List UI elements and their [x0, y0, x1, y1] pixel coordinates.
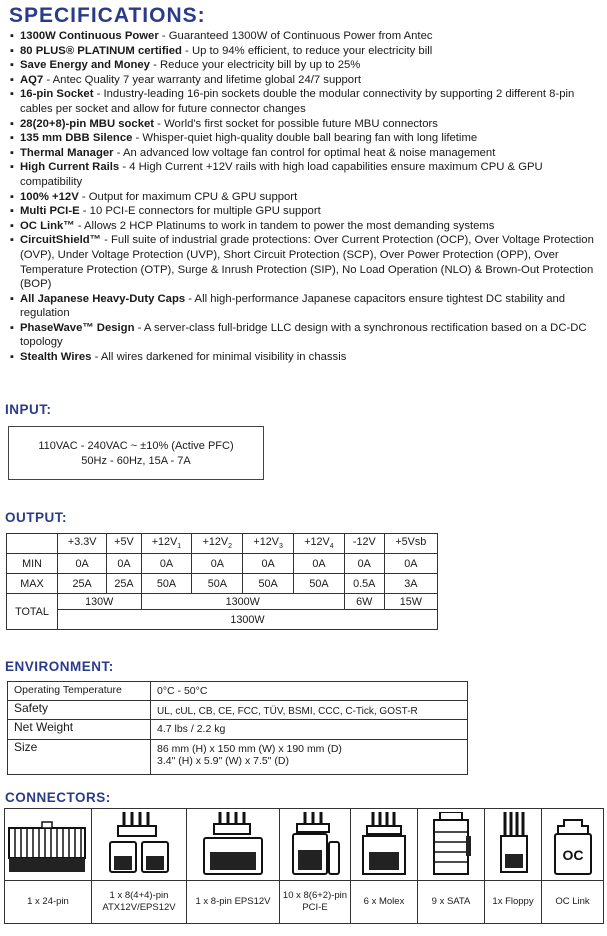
- table-cell: 0A: [141, 554, 192, 574]
- list-item: ▪ 16-pin Socket - Industry-leading 16-pin sockets double the modular connectivity by supporting 2 different 8-pin cables per socket and allow for future connector changes: [10, 87, 602, 116]
- table-cell: 25A: [58, 574, 107, 594]
- oc-link-icon: [550, 812, 596, 878]
- connector-label: 1 x 24-pin: [5, 881, 92, 924]
- grand-total: 1300W: [58, 610, 438, 630]
- env-value: 86 mm (H) x 150 mm (W) x 190 mm (D) 3.4" (H) x 5.9" (W) x 7.5" (D): [151, 740, 468, 775]
- rail-header: +3.3V: [58, 534, 107, 554]
- table-row: [7, 554, 438, 574]
- env-value: UL, cUL, CB, CE, FCC, TÜV, BSMI, CCC, C-Tick, GOST-R: [151, 701, 468, 720]
- atx12v-4plus4-icon: [104, 812, 174, 878]
- table-cell: 0A: [58, 554, 107, 574]
- oc-link-text: OC: [562, 846, 583, 863]
- eps12v-8pin-icon: [198, 812, 268, 878]
- table-row: [8, 701, 468, 720]
- connector-cell: [542, 809, 604, 881]
- list-item: ▪ Stealth Wires - All wires darkened for minimal visibility in chassis: [10, 350, 602, 365]
- table-cell: 0.5A: [344, 574, 384, 594]
- connector-cell: [280, 809, 351, 881]
- list-item: ▪ OC Link™ - Allows 2 HCP Platinums to work in tandem to power the most demanding systems: [10, 219, 602, 234]
- table-cell: [7, 534, 58, 554]
- output-table: [6, 533, 438, 630]
- table-row: [8, 720, 468, 740]
- sata-icon: [426, 812, 476, 878]
- rail-header: +5V: [107, 534, 141, 554]
- molex-icon: [357, 812, 411, 878]
- list-item: ▪ Save Energy and Money - Reduce your electricity bill by up to 25%: [10, 58, 602, 73]
- table-row: [8, 740, 468, 775]
- connectors-table: [4, 808, 604, 924]
- rail-header: $+12V_3$: [243, 534, 294, 554]
- connector-cell: [187, 809, 280, 881]
- output-heading: OUTPUT:: [5, 510, 67, 525]
- floppy-icon: [493, 812, 533, 878]
- table-cell: 0A: [294, 554, 345, 574]
- table-row: [5, 809, 604, 881]
- env-key: Safety: [8, 701, 151, 720]
- rail-header: $+12V_4$: [294, 534, 345, 554]
- list-item: ▪ All Japanese Heavy-Duty Caps - All high-performance Japanese capacitors ensure tightest DC stability and regulation: [10, 292, 602, 321]
- list-item: ▪ PhaseWave™ Design - A server-class full-bridge LLC design with a synchronous rectification based on a DC-DC topology: [10, 321, 602, 350]
- total-label: TOTAL: [7, 594, 58, 630]
- connector-label: OC Link: [542, 881, 604, 924]
- input-heading: INPUT:: [5, 402, 52, 417]
- connector-cell: [5, 809, 92, 881]
- connector-cell: [351, 809, 418, 881]
- list-item: ▪ 28(20+8)-pin MBU socket - World's first socket for possible future MBU connectors: [10, 117, 602, 132]
- connector-label: 9 x SATA: [418, 881, 485, 924]
- page-title: SPECIFICATIONS:: [9, 4, 206, 27]
- table-row: [7, 594, 438, 610]
- rail-header: +5Vsb: [384, 534, 437, 554]
- connector-label: 6 x Molex: [351, 881, 418, 924]
- rail-header: $+12V_2$: [192, 534, 243, 554]
- connector-label: 1x Floppy: [485, 881, 542, 924]
- table-cell: 25A: [107, 574, 141, 594]
- list-item: ▪ High Current Rails - 4 High Current +12V rails with high load capabilities ensure maximum CPU & GPU compatibility: [10, 160, 602, 189]
- list-item: ▪ 80 PLUS® PLATINUM certified - Up to 94% efficient, to reduce your electricity bill: [10, 44, 602, 59]
- env-value: 0°C - 50°C: [151, 682, 468, 701]
- table-cell: 0A: [384, 554, 437, 574]
- table-cell: 130W: [58, 594, 142, 610]
- input-voltage: 110VAC - 240VAC ~ ±10% (Active PFC): [38, 440, 234, 452]
- connector-cell: [92, 809, 187, 881]
- atx-24pin-icon: [6, 814, 90, 876]
- rail-header: $+12V_1$: [141, 534, 192, 554]
- input-frequency: 50Hz - 60Hz, 15A - 7A: [81, 455, 191, 467]
- list-item: ▪ Multi PCI-E - 10 PCI-E connectors for multiple GPU support: [10, 204, 602, 219]
- table-row: [7, 534, 438, 554]
- list-item: ▪ 135 mm DBB Silence - Whisper-quiet high-quality double ball bearing fan with long lifetime: [10, 131, 602, 146]
- env-value: 4.7 lbs / 2.2 kg: [151, 720, 468, 740]
- table-row: [8, 682, 468, 701]
- connector-label: 1 x 8-pin EPS12V: [187, 881, 280, 924]
- list-item: ▪ Thermal Manager - An advanced low voltage fan control for optimal heat & noise management: [10, 146, 602, 161]
- table-row: [7, 574, 438, 594]
- list-item: ▪ CircuitShield™ - Full suite of industrial grade protections: Over Current Protection (OCP), Over Voltage Protection (OVP), Under Voltage Protection (UVP), Short Circuit Protection (SCP), Over Power Protection (OPP), Over Temperature Protection (OTP), Surge & Inrush Protection (SIP), No Load Operation (NLO) & Brown-Out Protection (BOP): [10, 233, 602, 291]
- rail-header: -12V: [344, 534, 384, 554]
- table-cell: 15W: [384, 594, 437, 610]
- connector-cell: [485, 809, 542, 881]
- environment-table: [7, 681, 468, 775]
- table-cell: 50A: [141, 574, 192, 594]
- table-cell: 0A: [243, 554, 294, 574]
- table-cell: 50A: [243, 574, 294, 594]
- table-cell: 1300W: [141, 594, 344, 610]
- list-item: ▪ 1300W Continuous Power - Guaranteed 1300W of Continuous Power from Antec: [10, 29, 602, 44]
- table-row: [5, 881, 604, 924]
- list-item: ▪ AQ7 - Antec Quality 7 year warranty and lifetime global 24/7 support: [10, 73, 602, 88]
- environment-heading: ENVIRONMENT:: [5, 659, 114, 674]
- table-cell: 0A: [344, 554, 384, 574]
- pcie-6plus2-icon: [287, 812, 343, 878]
- min-label: MIN: [7, 554, 58, 574]
- list-item: ▪ 100% +12V - Output for maximum CPU & GPU support: [10, 190, 602, 205]
- table-row: [7, 610, 438, 630]
- connectors-heading: CONNECTORS:: [5, 790, 111, 805]
- connector-label: 1 x 8(4+4)-pin ATX12V/EPS12V: [92, 881, 187, 924]
- table-cell: 3A: [384, 574, 437, 594]
- connector-cell: [418, 809, 485, 881]
- env-key: Size: [8, 740, 151, 775]
- table-cell: 6W: [344, 594, 384, 610]
- table-cell: 50A: [294, 574, 345, 594]
- env-key: Net Weight: [8, 720, 151, 740]
- connector-label: 10 x 8(6+2)-pin PCI-E: [280, 881, 351, 924]
- table-cell: 50A: [192, 574, 243, 594]
- table-cell: 0A: [107, 554, 141, 574]
- table-cell: 0A: [192, 554, 243, 574]
- spec-list: [10, 29, 602, 365]
- max-label: MAX: [7, 574, 58, 594]
- env-key: Operating Temperature: [8, 682, 151, 701]
- input-box: [8, 426, 264, 480]
